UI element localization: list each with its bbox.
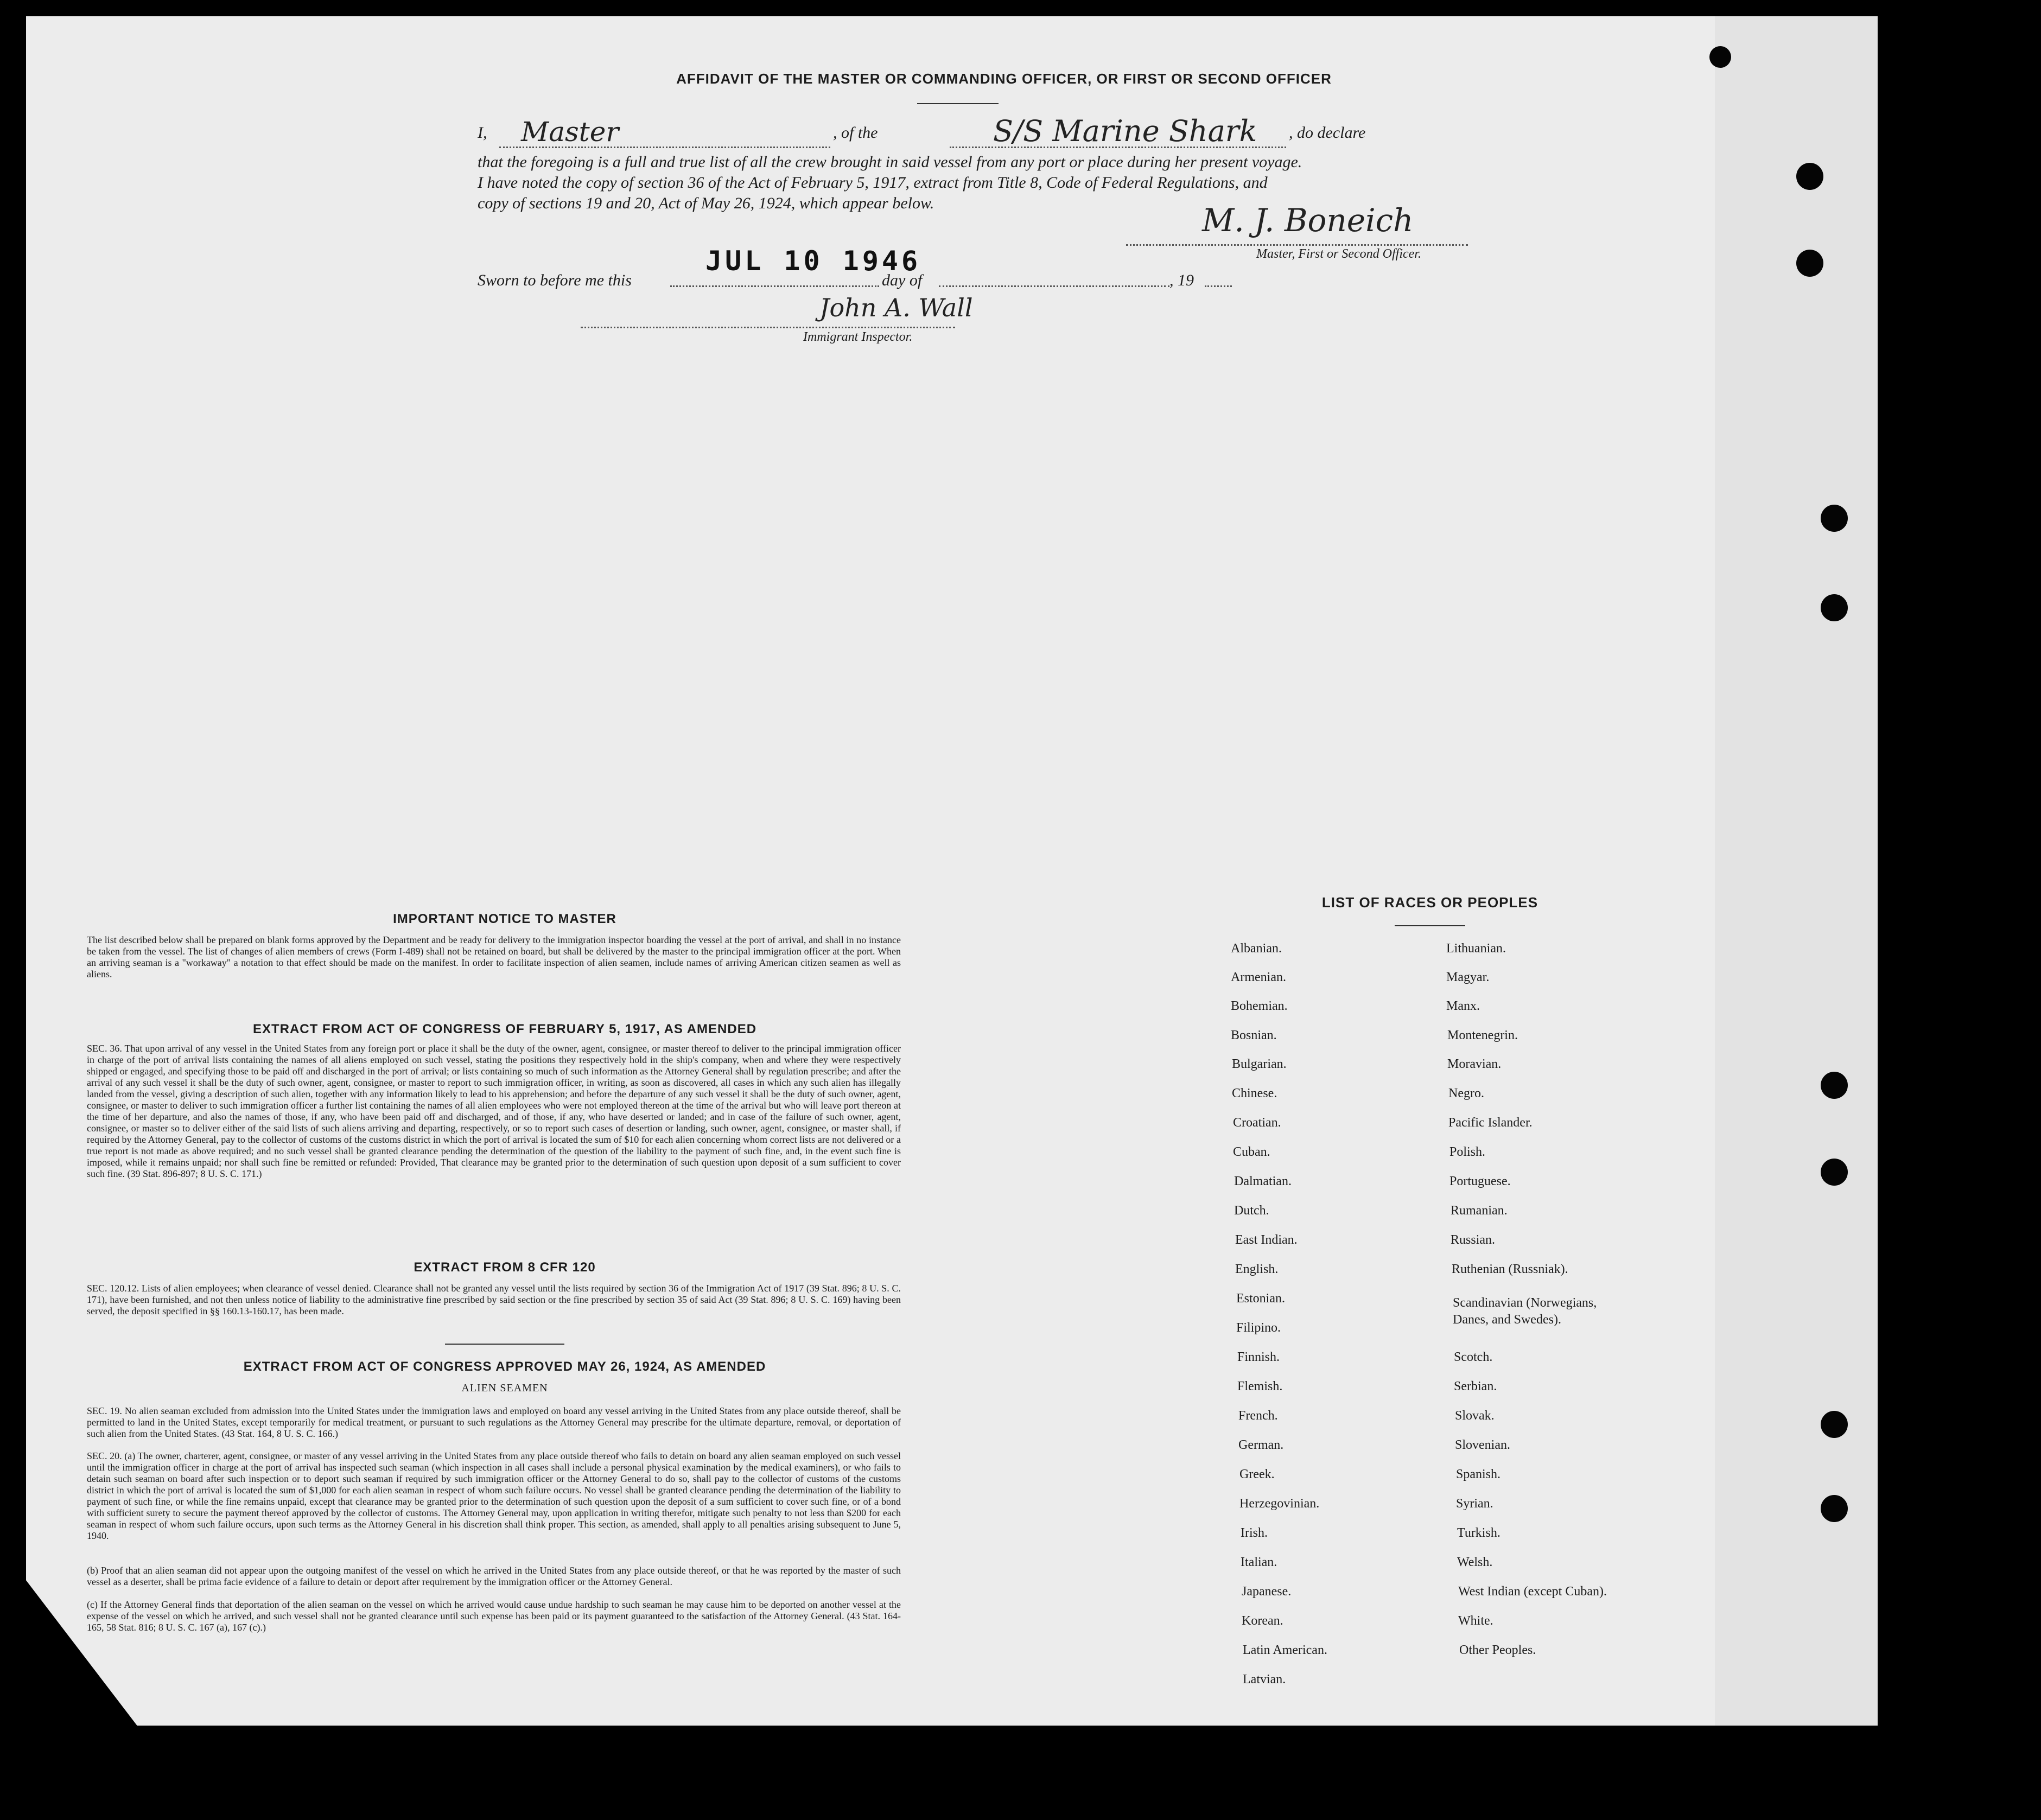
punch-hole xyxy=(1821,594,1848,621)
race-item: Dalmatian. xyxy=(1234,1174,1292,1188)
vessel-field xyxy=(950,114,1286,148)
extract-1924-sec20c: (c) If the Attorney General finds that deportation of the alien seaman on the vessel on which he arrived would cause undue hardship to such seaman he may cause him to be deported on another vessel at the expense of the vessel on which he arrived, and such vessel shall not be granted clearance until such expense has been paid or its payment guaranteed to the satisfaction of the Attorney General. (43 Stat. 164-165, 58 Stat. 816; 8 U. S. C. 167 (a), 167 (c).) xyxy=(87,1599,901,1633)
race-item: East Indian. xyxy=(1235,1233,1298,1247)
master-caption: Master, First or Second Officer. xyxy=(1256,247,1421,261)
race-item: Flemish. xyxy=(1237,1379,1283,1393)
race-item: Rumanian. xyxy=(1451,1204,1508,1218)
notice-body: The list described below shall be prepared on blank forms approved by the Department and be ready for delivery to the immigration inspector boarding the vessel at the port of arrival, and shall in no instance be taken from the vessel. The list of changes of alien members of crews (Form I-489) shall not be retained on board, but shall be delivered by the master to the principal immigration officer at the port. When an arriving seaman is a "workaway" a notation to that effect should be made on the manifest. In order to facilitate inspection of alien seamen, include names of arriving American citizen seamen as well as aliens. xyxy=(87,934,901,979)
extract-1924-sec19: SEC. 19. No alien seaman excluded from admission into the United States under the immigration laws and employed on board any vessel arriving in the United States from any place outside thereof, shall be permitted to land in the United States, except temporarily for medical treatment, or pursuant to such regulations as the Attorney General may prescribe for the ultimate departure, removal, or deportation of such alien from the United States. (43 Stat. 164, 8 U. S. C. 166.) xyxy=(87,1405,901,1439)
race-item: Slovak. xyxy=(1455,1409,1495,1423)
race-item: English. xyxy=(1235,1262,1279,1276)
inspector-caption: Immigrant Inspector. xyxy=(803,330,913,344)
vessel-name: S/S Marine Shark xyxy=(993,114,1257,148)
punch-hole xyxy=(1796,163,1823,190)
affidavit-title: AFFIDAVIT OF THE MASTER OR COMMANDING OFFICER, OR FIRST OR SECOND OFFICER xyxy=(676,71,1332,87)
race-item: Other Peoples. xyxy=(1459,1643,1536,1657)
year-text: , 19 xyxy=(1169,271,1194,289)
race-item: Korean. xyxy=(1242,1614,1283,1628)
race-item: Negro. xyxy=(1448,1086,1484,1100)
race-item: White. xyxy=(1458,1614,1493,1628)
race-item: Manx. xyxy=(1446,999,1480,1013)
race-item: Serbian. xyxy=(1454,1379,1497,1393)
race-item: Moravian. xyxy=(1447,1057,1502,1071)
races-title: LIST OF RACES OR PEOPLES xyxy=(1321,894,1538,911)
race-item: German. xyxy=(1238,1438,1284,1452)
race-item: Latin American. xyxy=(1243,1643,1327,1657)
extract-1917-title: EXTRACT FROM ACT OF CONGRESS OF FEBRUARY 5, 1917, AS AMENDED xyxy=(252,1022,757,1036)
punch-hole xyxy=(1821,1411,1848,1438)
punch-hole xyxy=(1821,1072,1848,1099)
year-line xyxy=(1205,272,1232,287)
extract-1924-subtitle: ALIEN SEAMEN xyxy=(461,1382,548,1394)
race-item: Magyar. xyxy=(1446,970,1490,984)
race-item: Bohemian. xyxy=(1231,999,1288,1013)
name-field xyxy=(499,116,830,148)
race-item: Russian. xyxy=(1451,1233,1496,1247)
race-item: Greek. xyxy=(1239,1467,1275,1481)
affidavit-line1 xyxy=(478,114,1471,156)
race-item: Armenian. xyxy=(1231,970,1286,984)
affidavit-line2: that the foregoing is a full and true list of all the crew brought in said vessel from any port or place during her present voyage. xyxy=(478,153,1302,171)
race-item: Lithuanian. xyxy=(1446,941,1506,956)
race-item: Dutch. xyxy=(1234,1204,1269,1218)
race-item: Chinese. xyxy=(1232,1086,1277,1100)
punch-hole xyxy=(1821,1495,1848,1522)
line1-declare: , do declare xyxy=(1289,124,1366,142)
punch-hole xyxy=(1821,1159,1848,1186)
race-item: Bosnian. xyxy=(1231,1028,1277,1042)
extract-1917-body: SEC. 36. That upon arrival of any vessel in the United States from any foreign port or place it shall be the duty of the owner, agent, consignee, or master thereof to deliver to the principal immigration officer in charge of the port of arrival lists containing the names of all aliens employed on such vessel, stating the positions they respectively hold in the ship's company, when and where they were respectively shipped or engaged, and specifying those to be paid off and discharged in the port of arrival; or lists containing so much of such information as the Attorney General shall by regulation prescribe; and after the arrival of any such vessel it shall be the duty of such owner, agent, consignee, or master to report to such immigration officer, in writing, as soon as discovered, all cases in which any such alien has illegally landed from the vessel, giving a description of such alien, together with any information likely to lead to his apprehension; and before the departure of any such vessel it shall be the duty of such owner, agent, consignee, or master to deliver to such immigration officer a further list containing the names of all alien employees who were not employed thereon at the time of the arrival but who will leave port thereon at the time of her departure, and also the names of those, if any, who have been paid off and discharged, and of those, if any, who have deserted or landed; and in case of the failure of such owner, agent, consignee, or master so to deliver either of the said lists of such aliens arriving and departing, respectively, or so to report such cases of desertion or landing, such owner, agent, consignee, or master shall, if required by the Attorney General, pay to the collector of customs of the customs district in which the port of arrival is located the sum of $10 for each alien concerning whom correct lists are not delivered or a true report is not made as above required; and no such vessel shall be granted clearance pending the determination of the question of the liability to the payment of such fine, and, in the event such fine is imposed, while it remains unpaid; nor shall such fine be remitted or refunded: Provided, That clearance may be granted prior to the determination of such question upon deposit of a sum sufficient to cover such fine. (39 Stat. 896-897; 8 U. S. C. 171.) xyxy=(87,1043,901,1179)
affidavit-line3: I have noted the copy of section 36 of the Act of February 5, 1917, extract from Title 8, Code of Federal Regulations, and xyxy=(478,174,1268,192)
race-item: Latvian. xyxy=(1243,1672,1286,1687)
race-item: Polish. xyxy=(1449,1145,1486,1159)
title-rule xyxy=(917,103,999,104)
notice-title: IMPORTANT NOTICE TO MASTER xyxy=(393,912,616,926)
race-item: Estonian. xyxy=(1236,1291,1285,1306)
master-signature: M. J. Boneich xyxy=(1202,202,1414,239)
punch-hole xyxy=(1821,505,1848,532)
race-item: Filipino. xyxy=(1236,1321,1281,1335)
race-item: Slovenian. xyxy=(1455,1438,1510,1452)
race-item: Japanese. xyxy=(1242,1584,1292,1599)
inspector-signature-line xyxy=(581,293,973,328)
extract-cfr-body: SEC. 120.12. Lists of alien employees; when clearance of vessel denied. Clearance shall not be granted any vessel until the lists required by section 36 of the Immigration Act of 1917 (39 Stat. 896; 8 U. S. C. 171), have been furnished, and not then unless notice of liability to the administrative fine prescribed by said section or the fine prescribed by section 35 of said Act (39 Stat. 896; 8 U. S. C. 169) having been served, the deposit specified in §§ 160.13-160.17, has been made. xyxy=(87,1283,901,1316)
line1-of: , of the xyxy=(833,124,878,142)
day-of-line xyxy=(939,272,1169,287)
race-item: Pacific Islander. xyxy=(1448,1116,1533,1130)
race-item: Portuguese. xyxy=(1449,1174,1511,1188)
page-edge-shadow xyxy=(1715,16,1878,1726)
inspector-signature: John A. Wall xyxy=(819,293,973,322)
race-item: Montenegrin. xyxy=(1447,1028,1518,1042)
race-item: Scandinavian (Norwegians, xyxy=(1453,1296,1597,1310)
race-item: Danes, and Swedes). xyxy=(1453,1313,1561,1327)
punch-hole xyxy=(1709,46,1731,68)
punch-hole xyxy=(1796,250,1823,277)
race-item: Italian. xyxy=(1241,1555,1277,1569)
master-signature-line xyxy=(1126,202,1468,246)
race-item: West Indian (except Cuban). xyxy=(1458,1584,1607,1599)
race-item: Syrian. xyxy=(1456,1497,1493,1511)
race-item: Cuban. xyxy=(1233,1145,1270,1159)
sworn-text: Sworn to before me this xyxy=(478,271,632,289)
race-item: Albanian. xyxy=(1231,941,1282,956)
race-item: Spanish. xyxy=(1456,1467,1501,1481)
line1-i: I, xyxy=(478,124,487,142)
races-title-rule xyxy=(1395,925,1465,926)
master-name: Master xyxy=(521,116,619,148)
race-item: Bulgarian. xyxy=(1232,1057,1287,1071)
race-item: Finnish. xyxy=(1237,1350,1280,1364)
race-item: Ruthenian (Russniak). xyxy=(1452,1262,1568,1276)
race-item: French. xyxy=(1238,1409,1278,1423)
section-divider xyxy=(445,1344,564,1345)
race-item: Croatian. xyxy=(1233,1116,1281,1130)
extract-1924-title: EXTRACT FROM ACT OF CONGRESS APPROVED MAY 26, 1924, AS AMENDED xyxy=(243,1359,766,1374)
extract-cfr-title: EXTRACT FROM 8 CFR 120 xyxy=(414,1260,596,1275)
day-of-text: day of xyxy=(882,271,923,289)
extract-1924-sec20a: SEC. 20. (a) The owner, charterer, agent, consignee, or master of any vessel arriving in the United States from any place outside thereof who fails to detain on board any alien seaman employed on such vessel until the immigration officer in charge at the port of arrival has inspected such seaman (which inspection in all cases shall include a personal physical examination by the medical examiners), or who fails to detain such seaman on board after such inspection or to deport such seaman if required by such immigration officer or the Attorney General to do so, shall pay to the collector of customs of the customs district in which the port of arrival is located the sum of $1,000 for each alien seaman in respect of whom such failure occurs. No vessel shall be granted clearance pending the determination of the liability to payment of such fine, or while the fine remains unpaid, except that clearance may be granted prior to the determination of such question upon the deposit of a sum sufficient to cover such fine, or of a bond with sufficient surety to secure the payment thereof approved by the collector of customs. The Attorney General may, upon application in writing therefor, mitigate such penalty to not less than $200 for each seaman in respect of whom such failure occurs, upon such terms as the Attorney General in his discretion shall think proper. This section, as amended, shall apply to all penalties arising subsequent to June 5, 1940. xyxy=(87,1450,901,1541)
race-item: Herzegovinian. xyxy=(1239,1497,1320,1511)
race-item: Irish. xyxy=(1241,1526,1268,1540)
race-item: Welsh. xyxy=(1457,1555,1493,1569)
extract-1924-sec20b: (b) Proof that an alien seaman did not appear upon the outgoing manifest of the vessel on which he arrived in the United States from any place outside thereof, or that he was reported by the master of such vessel as a deserter, shall be prima facie evidence of a failure to detain or deport after requirement by the immigration officer or the Attorney General. xyxy=(87,1565,901,1587)
date-stamp: JUL 10 1946 xyxy=(705,245,921,277)
race-item: Scotch. xyxy=(1454,1350,1493,1364)
affidavit-line4: copy of sections 19 and 20, Act of May 26, 1924, which appear below. xyxy=(478,194,934,212)
race-item: Turkish. xyxy=(1457,1526,1500,1540)
